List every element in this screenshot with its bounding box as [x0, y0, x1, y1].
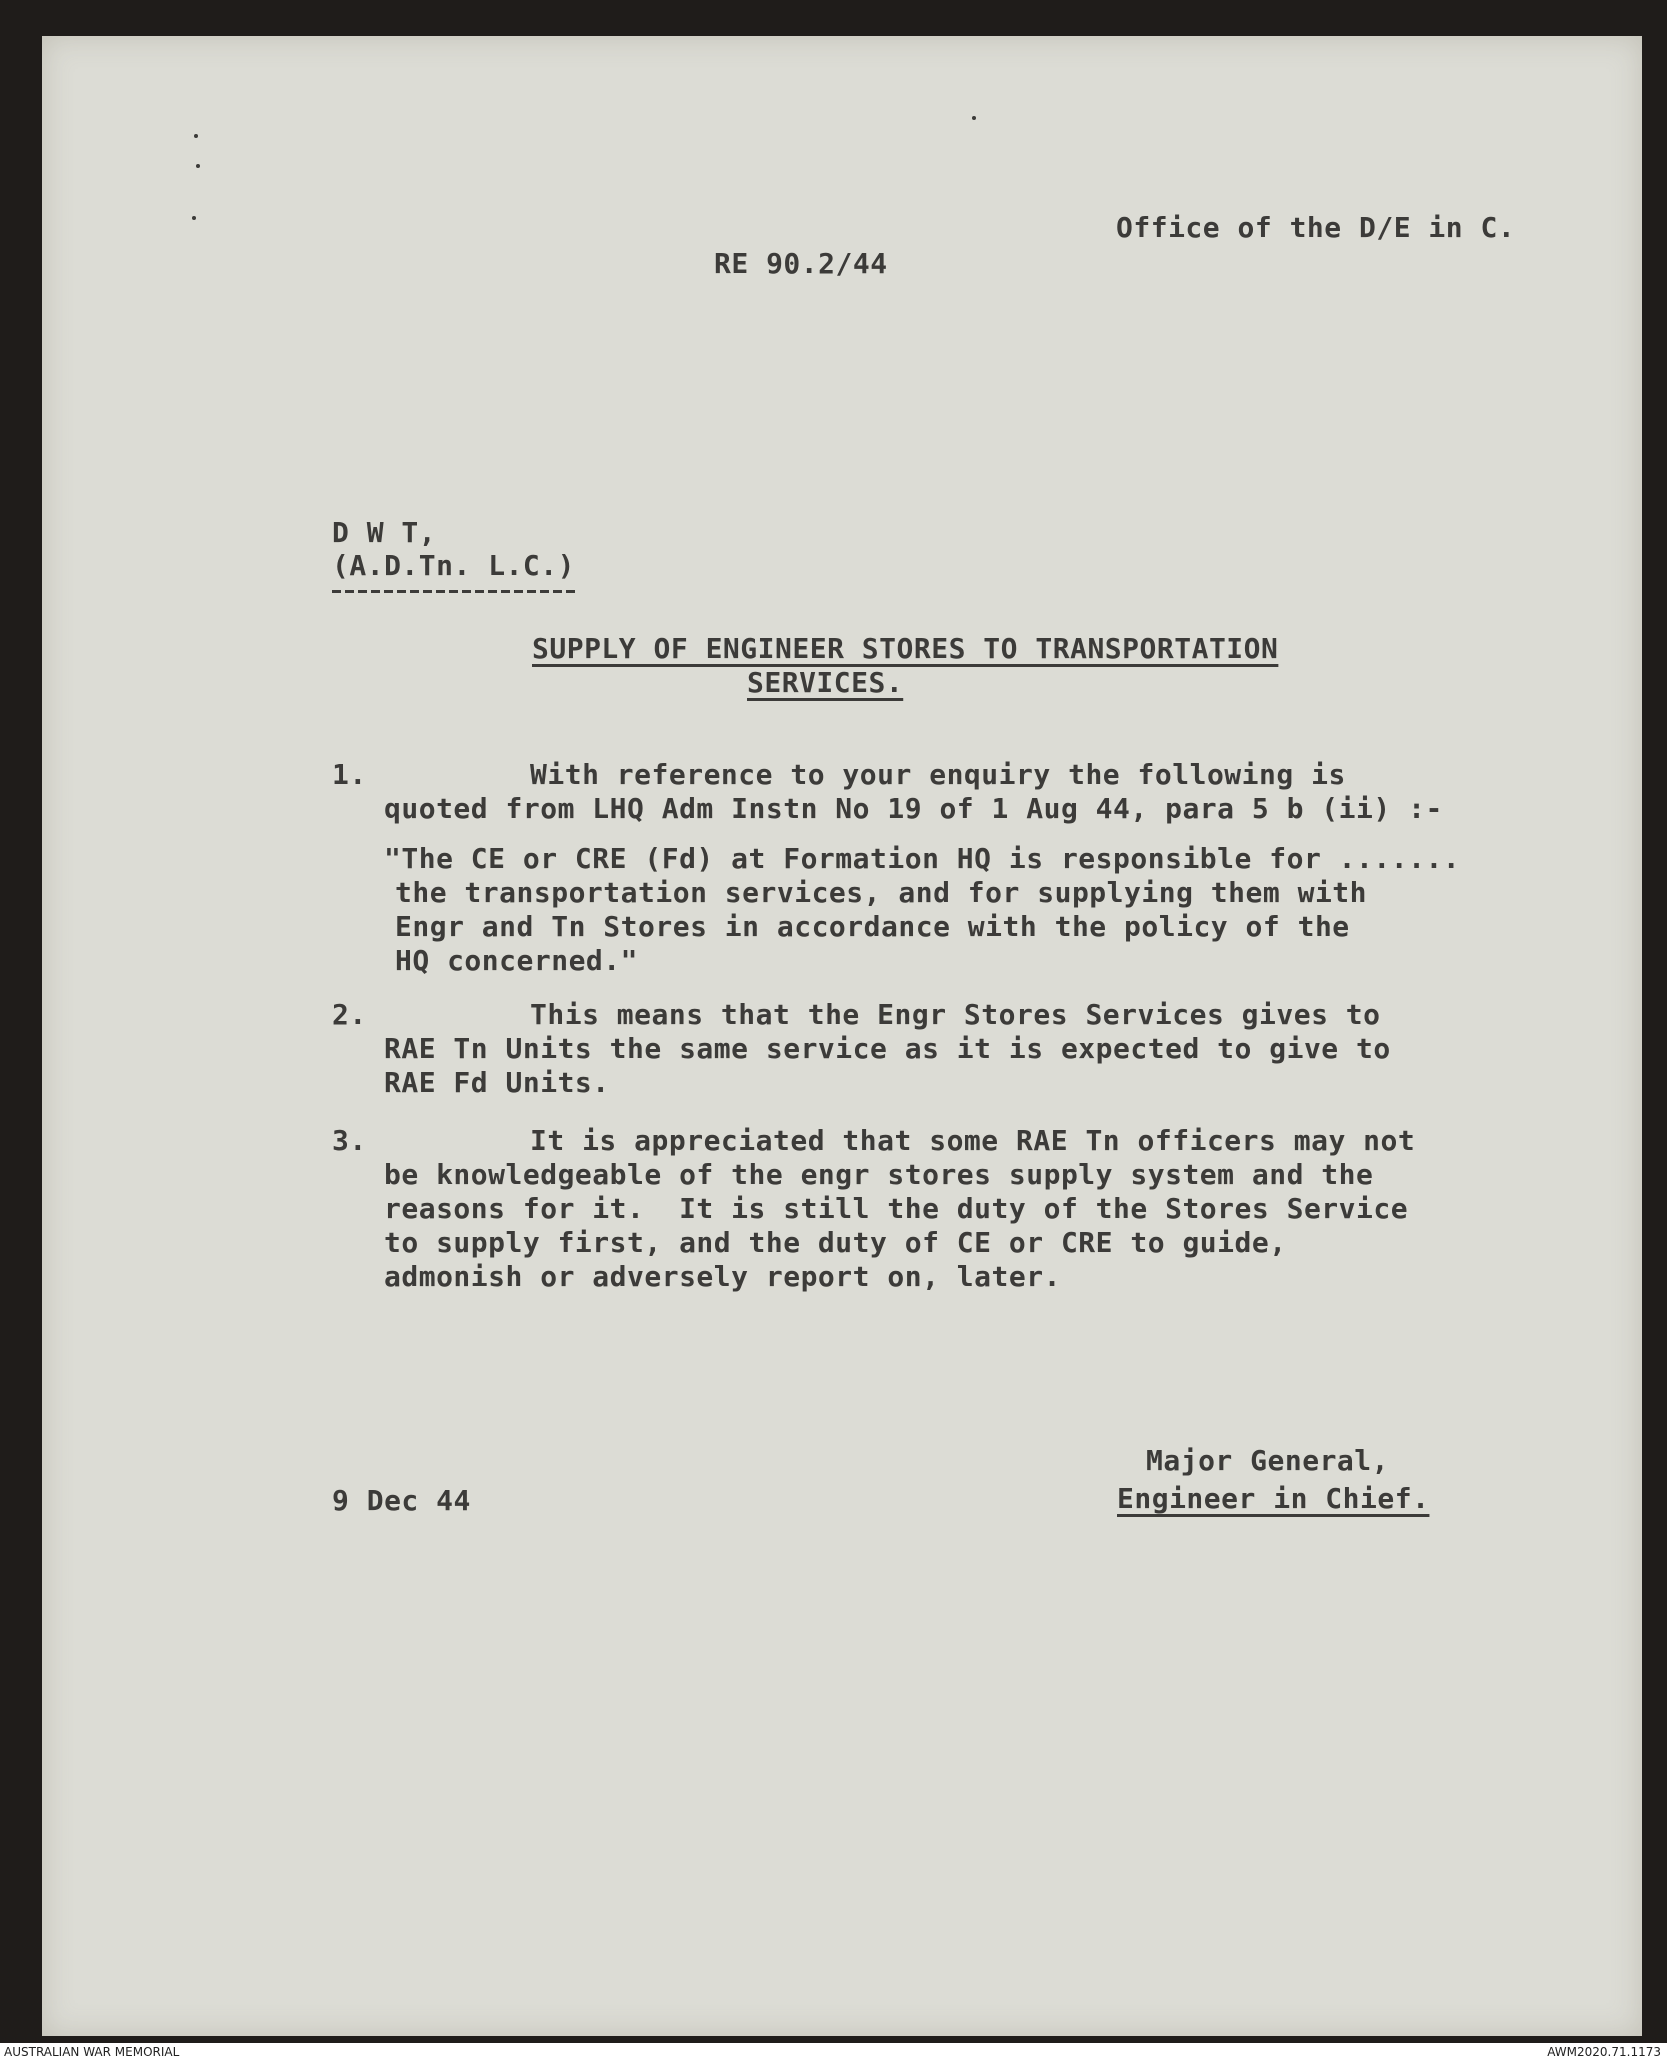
quote-line: Engr and Tn Stores in accordance with the policy of the	[395, 910, 1350, 943]
paragraph-line: quoted from LHQ Adm Instn No 19 of 1 Aug 44, para 5 b (ii) :-	[384, 792, 1443, 825]
paragraph-line: RAE Tn Units the same service as it is expected to give to	[384, 1032, 1391, 1065]
archive-accession: AWM2020.71.1173	[1547, 2045, 1661, 2059]
addressee-divider	[332, 590, 577, 593]
archive-caption-bar	[0, 2043, 1667, 2061]
paragraph-line: reasons for it. It is still the duty of the Stores Service	[384, 1192, 1409, 1225]
signatory-rank: Major General,	[1146, 1444, 1390, 1477]
paragraph-line: RAE Fd Units.	[384, 1066, 610, 1099]
archive-institution: AUSTRALIAN WAR MEMORIAL	[4, 2045, 180, 2059]
paragraph-line: It is appreciated that some RAE Tn officers may not	[530, 1124, 1416, 1157]
punch-mark	[192, 216, 196, 220]
quote-line: the transportation services, and for supplying them with	[395, 876, 1368, 909]
addressee-line-1: D W T,	[332, 516, 437, 549]
paragraph-line: be knowledgeable of the engr stores supply system and the	[384, 1158, 1374, 1191]
quote-line: HQ concerned."	[395, 944, 639, 977]
paragraph-number: 2.	[332, 998, 367, 1031]
addressee-line-2: (A.D.Tn. L.C.)	[332, 549, 576, 582]
punch-mark	[196, 164, 200, 168]
office-heading: Office of the D/E in C.	[1116, 211, 1516, 244]
punch-mark	[194, 134, 198, 138]
paragraph-number: 3.	[332, 1124, 367, 1157]
reference-number: RE 90.2/44	[714, 247, 888, 280]
document-date: 9 Dec 44	[332, 1484, 471, 1517]
paragraph-number: 1.	[332, 758, 367, 791]
document-page	[42, 36, 1642, 2036]
paragraph-line: admonish or adversely report on, later.	[384, 1260, 1061, 1293]
paragraph-line: With reference to your enquiry the following is	[530, 758, 1346, 791]
signatory-title: Engineer in Chief.	[1117, 1482, 1430, 1515]
paragraph-line: This means that the Engr Stores Services gives to	[530, 998, 1381, 1031]
paragraph-line: to supply first, and the duty of CE or CRE to guide,	[384, 1226, 1287, 1259]
quote-line: "The CE or CRE (Fd) at Formation HQ is responsible for .......	[384, 842, 1461, 875]
subject-line-2: SERVICES.	[747, 666, 904, 699]
ink-speck	[972, 116, 976, 120]
subject-line-1: SUPPLY OF ENGINEER STORES TO TRANSPORTATION	[532, 632, 1279, 665]
